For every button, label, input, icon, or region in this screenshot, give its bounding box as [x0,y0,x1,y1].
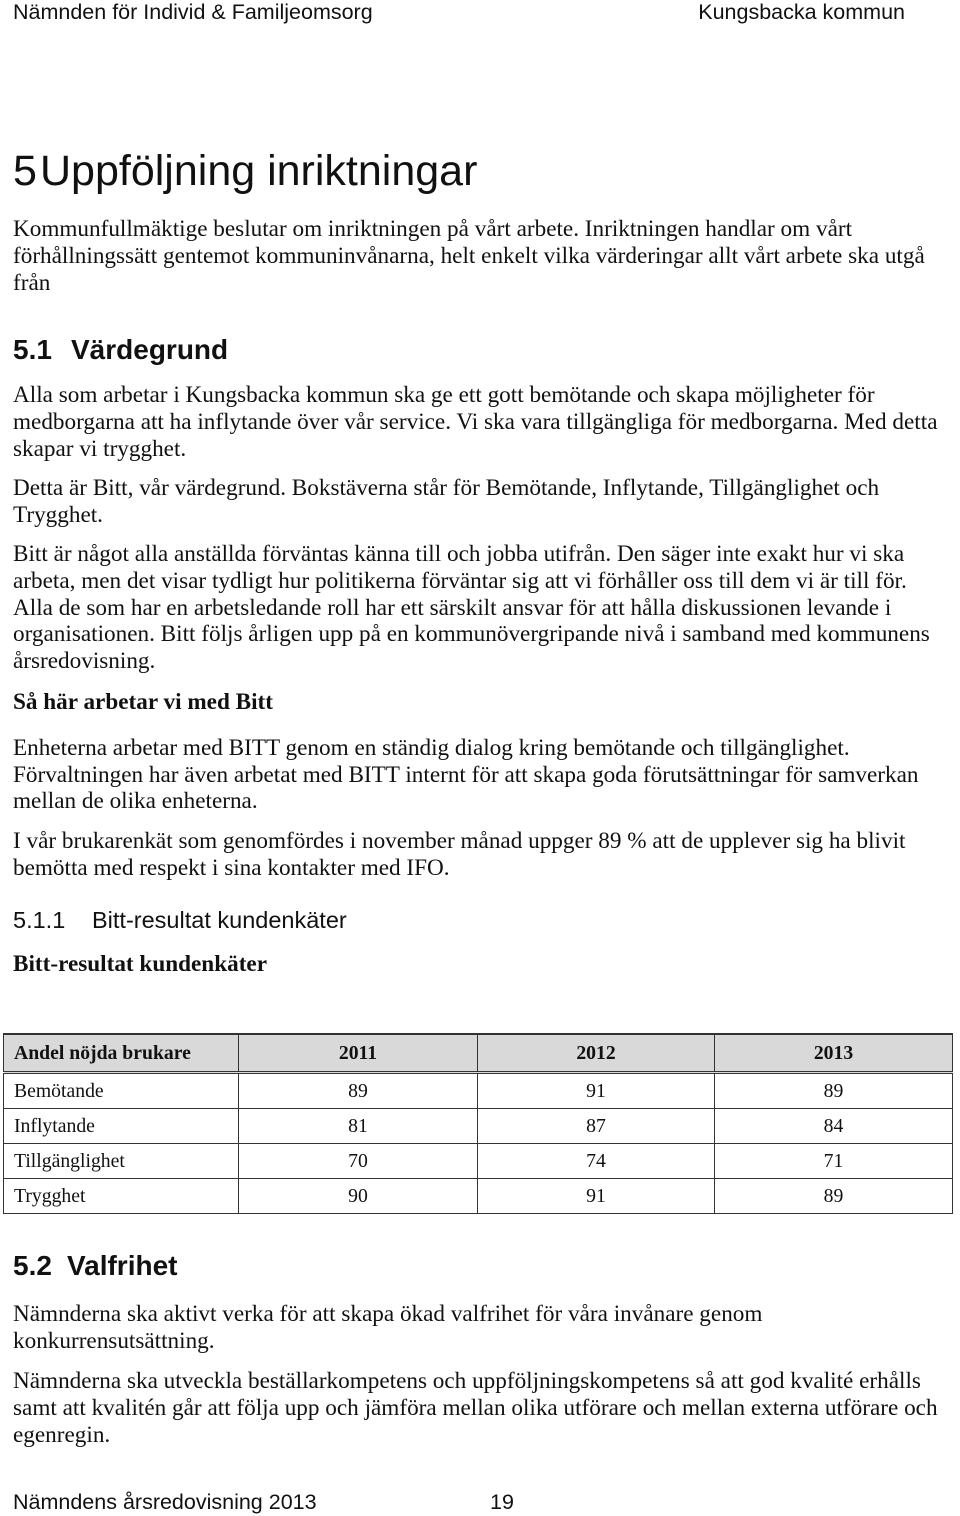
survey-result-paragraph [13,828,905,882]
row-label: Inflytande [4,1109,239,1144]
section-5-1-title: Värdegrund [71,334,229,365]
paragraph-line: konkurrensutsättning. [13,1328,215,1354]
values-intro-paragraph [13,382,938,463]
section-5-1-1-title: Bitt-resultat kundenkäter [92,907,347,933]
paragraph-line: förhållningssätt gentemot kommuninvånarna, helt enkelt vilka värderingar allt vårt arbete ska utgå [13,243,925,269]
results-table [3,1033,953,1214]
section-5-1-1-number: 5.1.1 [13,907,66,933]
paragraph-line: Detta är Bitt, vår värdegrund. Bokstäverna står för Bemötande, Inflytande, Tillgänglighet och [13,475,880,501]
section-5-title: Uppföljning inriktningar [40,147,478,195]
row-value: 89 [239,1073,478,1109]
paragraph-line: organisationen. Bitt följs årligen upp på en kommunövergripande nivå i samband med kommunens [13,621,930,648]
bitt-definition-paragraph [13,475,879,529]
paragraph-line: arbeta, men det visar tydligt hur politikerna förväntar sig att vi förhåller oss till dem vi är till för. [13,567,907,594]
table-row [4,1179,953,1214]
row-value: 81 [239,1109,478,1144]
section-5-2-number: 5.2 [13,1250,52,1281]
paragraph-line: Trygghet. [13,502,103,528]
ordering-competence-paragraph [13,1368,938,1449]
section-5-2-title: Valfrihet [67,1250,178,1281]
table-header-year: 2012 [478,1034,715,1073]
paragraph-line: skapar vi trygghet. [13,436,187,462]
paragraph-line: Förvaltningen har även arbetat med BITT internt för att skapa goda förutsättningar för samverkan [13,761,919,788]
paragraph-line: från [13,270,51,296]
bitt-expectations-paragraph [13,541,930,675]
paragraph-line: bemötta med respekt i sina kontakter med IFO. [13,855,450,881]
paragraph-line: Enheterna arbetar med BITT genom en ständig dialog kring bemötande och tillgänglighet. [13,735,850,761]
paragraph-line: Nämnderna ska utveckla beställarkompetens och uppföljningskompetens så att god kvalité erhålls [13,1368,921,1394]
section-5-number: 5 [13,147,37,195]
paragraph-line: årsredovisning. [13,648,156,675]
table-header-label: Andel nöjda brukare [4,1034,239,1073]
row-value: 71 [715,1144,953,1179]
bitt-work-subheading: Så här arbetar vi med Bitt [13,689,273,715]
paragraph-line: I vår brukarenkät som genomfördes i november månad uppger 89 % att de upplever sig ha blivit [13,828,906,854]
row-value: 89 [715,1179,953,1214]
table-row [4,1073,953,1109]
row-label: Bemötande [4,1073,239,1109]
row-value: 87 [478,1109,715,1144]
row-value: 84 [715,1109,953,1144]
row-value: 91 [478,1179,715,1214]
paragraph-line: Bitt är något alla anställda förväntas känna till och jobba utifrån. Den säger inte exakt hur vi ska [13,541,905,567]
footer-page-number: 19 [490,1490,514,1514]
table-header-year: 2013 [715,1034,953,1073]
row-value: 91 [478,1073,715,1109]
row-value: 74 [478,1144,715,1179]
row-value: 90 [239,1179,478,1214]
paragraph-line: egenregin. [13,1422,111,1448]
table-header-year: 2011 [239,1034,478,1073]
row-label: Trygghet [4,1179,239,1214]
row-label: Tillgänglighet [4,1144,239,1179]
paragraph-line: samt att kvalitén går att följa upp och jämföra mellan olika utförare och mellan externa utförare och [13,1395,938,1421]
units-work-paragraph [13,735,919,815]
freedom-of-choice-paragraph [13,1301,762,1355]
footer-document-title: Nämndens årsredovisning 2013 [13,1490,317,1514]
table-row [4,1109,953,1144]
section-5-1-number: 5.1 [13,334,52,365]
paragraph-line: mellan de olika enheterna. [13,788,258,815]
paragraph-line: medborgarna att ha inflytande över vår service. Vi ska vara tillgängliga för medborgarna. Med detta [13,409,938,435]
header-municipality-name: Kungsbacka kommun [698,0,905,24]
table-row [4,1144,953,1179]
paragraph-line: Nämnderna ska aktivt verka för att skapa ökad valfrihet för våra invånare genom [13,1301,763,1327]
row-value: 89 [715,1073,953,1109]
paragraph-line: Alla de som har en arbetsledande roll har ett särskilt ansvar för att hålla diskussionen levande i [13,594,892,621]
paragraph-line: Kommunfullmäktige beslutar om inriktningen på vårt arbete. Inriktningen handlar om vårt [13,216,853,242]
header-committee-name: Nämnden för Individ & Familjeomsorg [13,0,373,24]
table-caption: Bitt-resultat kundenkäter [13,951,267,977]
row-value: 70 [239,1144,478,1179]
table-header-row [4,1034,953,1073]
section-5-intro-paragraph [13,216,925,297]
paragraph-line: Alla som arbetar i Kungsbacka kommun ska ge ett gott bemötande och skapa möjligheter för [13,382,875,408]
